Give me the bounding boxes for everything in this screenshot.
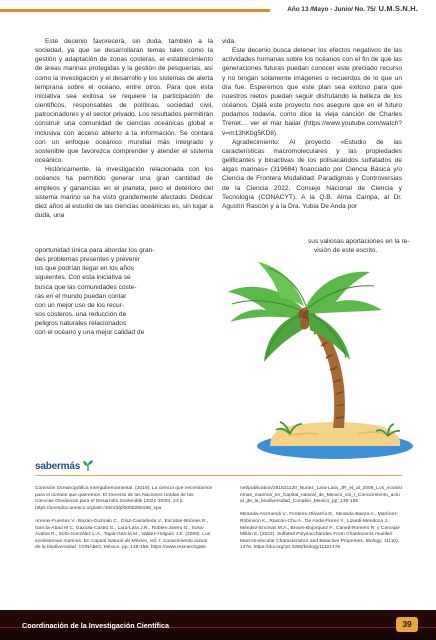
text-line: sos costeros, una reducción de: [35, 311, 127, 319]
text-line: sus valiosas aportaciones en la re-: [308, 238, 410, 245]
paragraph: Agradecimiento: Al proyecto «Estudio de las características macromoleculares y las propiedades gelificantes y bioactivas de los polisacáridos sulfatados de algas marinas» (319684) financiado por Ciencia Básica y/o Ciencia de Frontera Modalidad: Paradigmas y Controversias de la Ciencia 2022, Consejo Nacional de Ciencia y Tecnología (CONACYT). A la Q.B. Alma Campa, al Dr. Agustín Rascón y a la Dra. Yubia De Anda por: [222, 138, 402, 210]
page-header: [0, 0, 436, 18]
page-number: 39: [396, 617, 418, 632]
paragraph: Este decenio favorecerá, sin duda, también a la sociedad, ya que se desarrollarán temas tales como la gestión y adaptación de zonas costeras, el establecimiento de áreas marinas protegidas y la gestión de pesquerías, así como la investigación y el desarrollo y los sistemas de alerta temprana sobre el océano, entre otros. Para que esta iniciativa sea exitosa se requiere la participación de científicos, responsables de políticas, sociedad civil, patrocinadores y el sector privado. Los resultados permitirán construir una comunidad de ciencias oceánicas global e inclusiva con acceso abierto a la información. Se contará con un enfoque oceánico mundial más integrado y sostenible que favorezca comprender y atender el sistema oceánico.: [35, 38, 213, 165]
text-line: los que podrían llegar en los años: [35, 265, 134, 273]
header-issue-info: [287, 4, 418, 13]
references-left: [35, 486, 213, 559]
palm-island-illustration: [170, 258, 420, 466]
reference-entry: net/publication/281831120_Nunez_Lara-Lara_JR_et_al_2008_Los_ecosistemas_marinos_en_Capital_natural_de_Mexico_vol_I_Conocimiento_actual_de_la_biodiversidad_Conabio_Mexico_pp_135-159: [240, 486, 402, 505]
text-line: visión de este escrito.: [314, 247, 378, 255]
paragraph: Este decenio busca detener los efectos negativos de las actividades humanas sobre los océanos con el fin de que las generaciones futuras puedan conocer este preciado recurso y no tengan solamente imágenes o recuerdos de lo que un día fue. Esperemos que este plan sea exitoso para que nuestros nietos puedan seguir disfrutando la belleza de los océanos. Ojalá este proyecto nos asegure que en el futuro podamos todavía, como dice la vieja canción de Charles Trenet… ver el mar bailar (https://www.youtube.com/watch?v=m13hKbg5KD8).: [222, 47, 402, 137]
issue-label: Año 13 /Mayo - Junio/ No. 75/: [287, 6, 376, 13]
section-divider: [35, 475, 402, 476]
text-line: ras en el mundo puedan contar: [35, 292, 127, 300]
text-line: peligros naturales relacionados: [35, 320, 127, 328]
body-column-left-wrap: [35, 246, 155, 338]
references-right: [240, 486, 402, 559]
palm-frond: [264, 314, 302, 362]
paragraph: Históricamente, la investigación relacionada con los océanos ha permitido generar una gran cantidad de empleos y ganancias en el planeta, pero el deterioro del sistema marino se ha visto grandemente afectado. Dedicar diez años al estudio de las ciencias oceánicas es, sin lugar a duda, una: [35, 166, 213, 219]
leaf-sprout-icon: [82, 460, 94, 472]
reference-entry: Arenas-Fuentes V., Bazán-Guzmán C., Díaz-Castañeda V., Escobar-Briones E., García-Abad M.C, Gaxiola-Castro G., Lara-Lara J.R., Robles-Jarero G., Sosa-Ávalos R., Soto-González L.A., Tapia-García M., Valdez-Holguín J.E. (2008). Los ecosistemas marinos. En Capital Natural de México, vol. I: Conocimiento actual de la biodiversidad. CONABIO, México, pp. 135-159. https://www.researchgate.: [35, 518, 211, 551]
palm-frond: [306, 272, 382, 314]
text-line: con un mejor uso de los recur-: [35, 301, 125, 309]
logo-wordmark: sabermás: [35, 460, 81, 472]
text-line: busca que las comunidades coste-: [35, 283, 137, 291]
paragraph: vida.: [222, 38, 236, 45]
body-column-right-wrap: [308, 237, 410, 255]
sabermas-logo: [35, 460, 94, 472]
text-line: oportunidad única para abordar los gran-: [35, 247, 155, 254]
body-column-left: [35, 37, 213, 220]
text-line: siguientes. Con esta iniciativa se: [35, 274, 131, 282]
text-line: des problemas presentes y prevenir: [35, 256, 140, 264]
reference-entry: Miranda-Anzmendi V., Fimbres-Olivarría D., Miranda-Baeza A., Martínez-Robinson K., Rascón-Chu A., De Anda-Flores Y., Lizardi-Mendoza J., Méndez-Encinas M.A., Brown-Bojorquez F., Canett-Romero R. y Carvajal-Millán E. (2022). Sulfated Polysaccharides From Chaetoceros muelleri: Macromolecular Characteristics and Bioactive Properties. Biology, 11(10), 1476. https://doi.org/10.3390/biology11101476: [240, 512, 401, 551]
reference-entry: Comisión Oceanográfica Intergubernamental. (2019). La ciencia que necesitamos para el océano que queremos. El Decenio de las Naciones Unidas de las Ciencias Oceánicas para el Desarrollo Sostenible (2021-2030). 23 p. https://unesdoc.unesco.org/ark:/48223/pf0000265198_spa: [35, 486, 213, 511]
body-column-right: [222, 37, 402, 211]
institution-label: U.M.S.N.H.: [378, 4, 418, 13]
footer-label: Coordinación de la Investigación Científica: [22, 621, 169, 630]
header-stripe: [0, 9, 270, 12]
text-line: con el océano y una mejor calidad de: [35, 329, 145, 337]
